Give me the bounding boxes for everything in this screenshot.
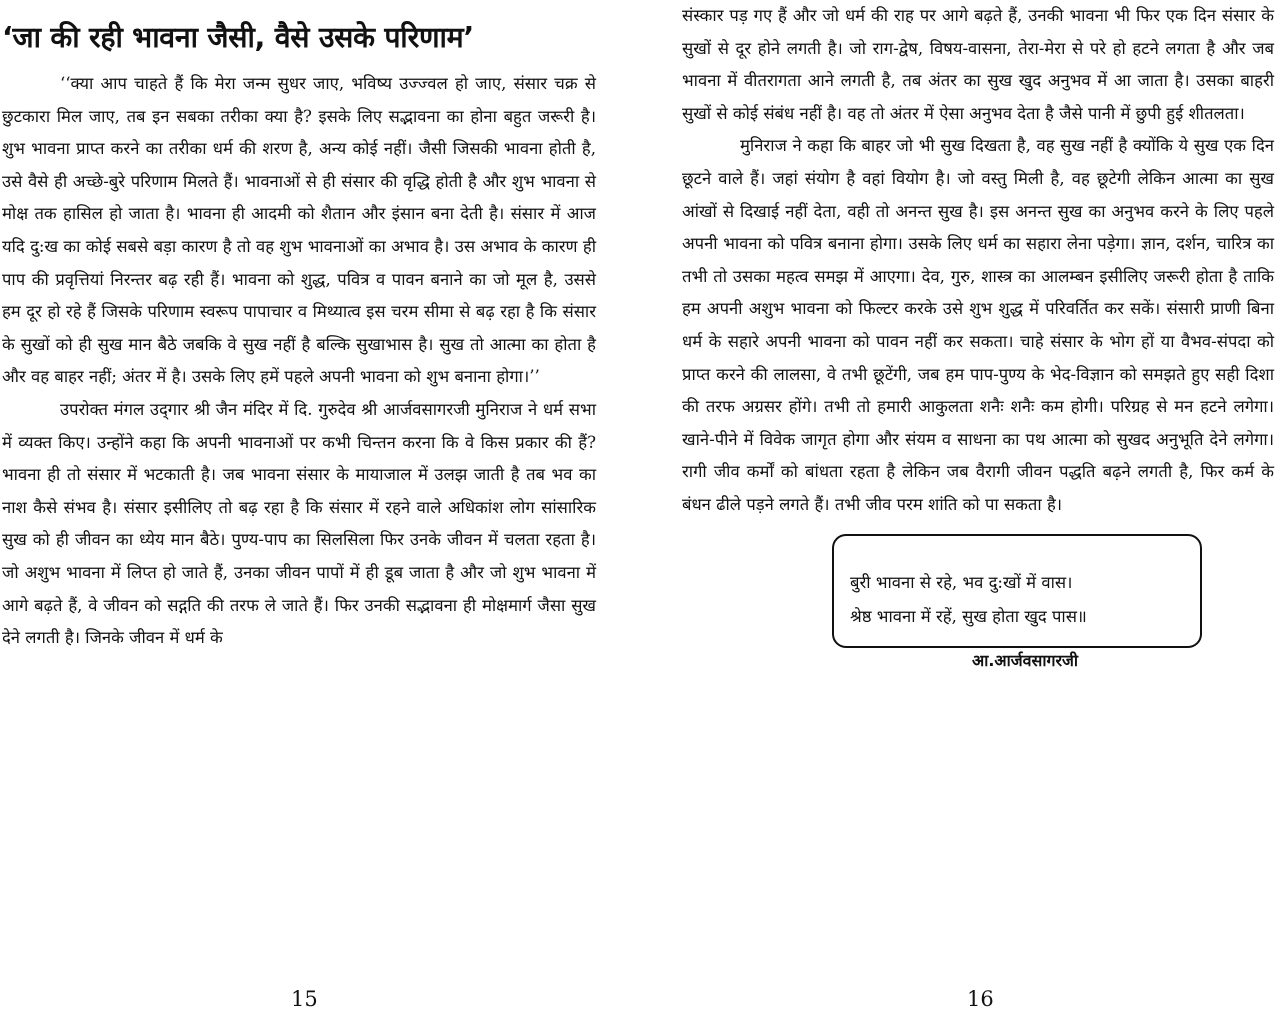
poem-line-1: बुरी भावना से रहे, भव दु:खों में वास। <box>850 572 1073 592</box>
poem-author: आ.आर्जवसागरजी <box>972 650 1079 670</box>
paragraph-4: मुनिराज ने कहा कि बाहर जो भी सुख दिखता है, वह सुख नहीं है क्योंकि ये सुख एक दिन छूटने वाले हैं। जहां संयोग है वहां वियोग है। जो वस्तु मिली है, वह छूटेगी लेकिन आत्मा का सुख आंखों से दिखाई नहीं देता, वही तो अनन्त सुख है। इस अनन्त सुख का अनुभव करने के लिए पहले अपनी भावना को पवित्र बनाना होगा। उसके लिए धर्म का सहारा लेना पड़ेगा। ज्ञान, दर्शन, चारित्र का तभी तो उसका महत्व समझ में आएगा। देव, गुरु, शास्त्र का आलम्बन इसीलिए जरूरी होता है ताकि हम अपनी अशुभ भावना को फिल्टर करके उसे शुभ शुद्ध में परिवर्तित कर सकें। संसारी प्राणी बिना धर्म के सहारे अपनी भावना को पावन नहीं कर सकता। चाहे संसार के भोग हों या वैभव-संपदा को प्राप्त करने की लालसा, वे तभी छूटेंगी, जब हम पाप-पुण्य के भेद-विज्ञान को समझते हुए सही दिशा की तरफ अग्रसर होंगे। तभी तो हमारी आकुलता शनैः शनैः कम होगी। परिग्रह से मन हटने लगेगा। खाने-पीने में विवेक जागृत होगा और संयम व साधना का पथ आत्मा को सुखद अनुभूति देने लगेगा। रागी जीव कर्मों को बांधता रहता है लेकिन जब वैरागी जीवन पद्धति बढ़ने लगती है, फिर कर्म के बंधन ढीले पड़ने लगते हैं। तभी जीव परम शांति को पा सकता है। <box>682 136 1274 514</box>
right-page <box>640 0 1280 1013</box>
paragraph-3: संस्कार पड़ गए हैं और जो धर्म की राह पर आगे बढ़ते हैं, उनकी भावना भी फिर एक दिन संसार के सुखों से दूर होने लगती है। जो राग-द्वेष, विषय-वासना, तेरा-मेरा से परे हो हटने लगता है और जब भावना में वीतरागता आने लगती है, तब अंतर का सुख खुद अनुभव में आ जाता है। उसका बाहरी सुखों से कोई संबंध नहीं है। वह तो अंतर में ऐसा अनुभव देता है जैसे पानी में छुपी हुई शीतलता। <box>682 6 1274 123</box>
paragraph-2: उपरोक्त मंगल उद्‌गार श्री जैन मंदिर में दि. गुरुदेव श्री आर्जवसागरजी मुनिराज ने धर्म सभा में व्यक्त किए। उन्होंने कहा कि अपनी भावनाओं पर कभी चिन्तन करना कि वे किस प्रकार की हैं? भावना ही तो संसार में भटकाती है। जब भावना संसार के मायाजाल में उलझ जाती है तब भव का नाश कैसे संभव है। संसार इसीलिए तो बढ़ रहा है कि संसार में रहने वाले अधिकांश लोग सांसारिक सुख को ही जीवन का ध्येय मान बैठे। पुण्य-पाप का सिलसिला फिर उनके जीवन में चलता रहता है। जो अशुभ भावना में लिप्त हो जाते हैं, उनका जीवन पापों में ही डूब जाता है और जो शुभ भावना में आगे बढ़ते हैं, वे जीवन को सद्गति की तरफ ले जाते हैं। फिर उनकी सद्भावना ही मोक्षमार्ग जैसा सुख देने लगती है। जिनके जीवन में धर्म के <box>2 399 596 648</box>
poem-box <box>832 534 1202 648</box>
article-title: ‘जा की रही भावना जैसी, वैसे उसके परिणाम’ <box>2 21 474 54</box>
paragraph-1: ‘‘क्या आप चाहते हैं कि मेरा जन्म सुधर जाए, भविष्य उज्ज्वल हो जाए, संसार चक्र से छुटकारा मिल जाए, तब इन सबका तरीका क्या है? इसके लिए सद्भावना का होना बहुत जरूरी है। शुभ भावना प्राप्त करने का तरीका धर्म की शरण है, अन्य कोई नहीं। जैसी जिसकी भावना होती है, उसे वैसे ही अच्छे-बुरे परिणाम मिलते हैं। भावनाओं से ही संसार की वृद्धि होती है और शुभ भावना से मोक्ष तक हासिल हो जाता है। भावना ही आदमी को शैतान और इंसान बना देती है। संसार में आज यदि दु:ख का कोई सबसे बड़ा कारण है तो वह शुभ भावनाओं का अभाव है। उस अभाव के कारण ही पाप की प्रवृत्तियां निरन्तर बढ़ रही हैं। भावना को शुद्ध, पवित्र व पावन बनाने का जो मूल है, उससे हम दूर हो रहे हैं जिसके परिणाम स्वरूप पापाचार व मिथ्यात्व इस चरम सीमा से बढ़ रहा है कि संसार के सुखों को ही सुख मान बैठे जबकि वे सुख नहीं है बल्कि सुखाभास है। सुख तो आत्मा का होता है और वह बाहर नहीं; अंतर में है। उसके लिए हमें पहले अपनी भावना को शुभ बनाना होगा।’’ <box>2 74 596 387</box>
page-number-right: 16 <box>967 987 994 1011</box>
page-number-left: 15 <box>291 987 318 1011</box>
poem-line-2: श्रेष्ठ भावना में रहें, सुख होता खुद पास॥ <box>850 606 1087 626</box>
